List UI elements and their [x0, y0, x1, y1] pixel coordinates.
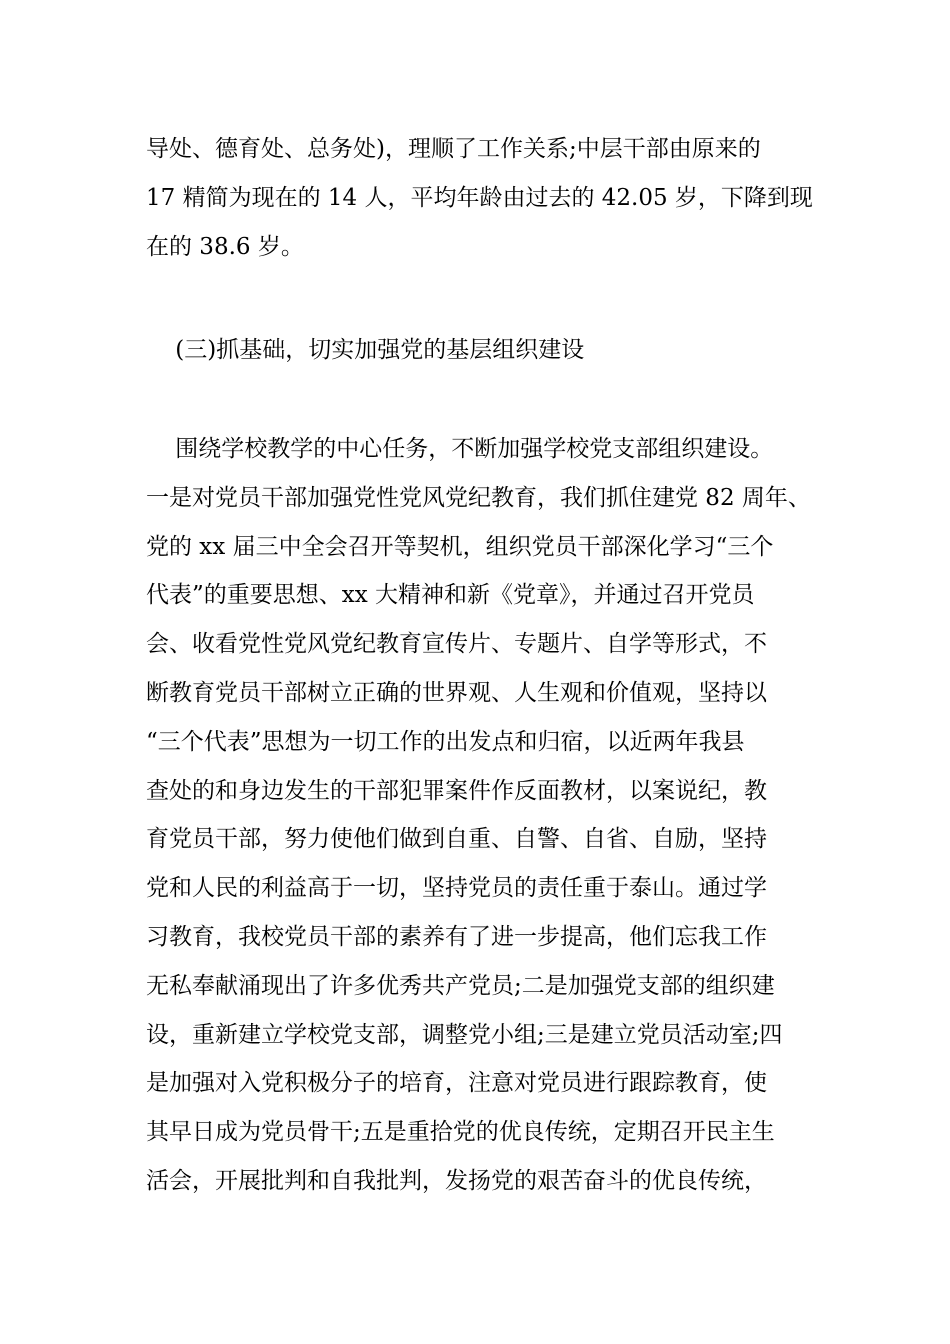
- text-line: 党的 xx 届三中全会召开等契机，组织党员干部深化学习“三个: [146, 533, 774, 560]
- text-line: 设，重新建立学校党支部，调整党小组;三是建立党员活动室;四: [146, 1021, 783, 1048]
- text-line: 查处的和身边发生的干部犯罪案件作反面教材，以案说纪，教: [146, 777, 767, 804]
- text-line: 导处、德育处、总务处)，理顺了工作关系;中层干部由原来的: [146, 136, 761, 162]
- text-line: 在的 38.6 岁。: [146, 233, 304, 260]
- paragraph-cadre-restructuring: [146, 125, 836, 271]
- section-heading-text: (三)抓基础，切实加强党的基层组织建设: [146, 337, 585, 363]
- text-line: 无私奉献涌现出了许多优秀共产党员;二是加强党支部的组织建: [146, 972, 775, 999]
- paragraph-party-building: [146, 425, 836, 1206]
- text-line: 育党员干部，努力使他们做到自重、自警、自省、自励，坚持: [146, 826, 767, 853]
- text-line: 17 精简为现在的 14 人，平均年龄由过去的 42.05 岁，下降到现: [146, 184, 813, 211]
- text-line: 会、收看党性党风党纪教育宣传片、专题片、自学等形式，不: [146, 631, 767, 658]
- text-line: 其早日成为党员骨干;五是重拾党的优良传统，定期召开民主生: [146, 1119, 775, 1146]
- text-line: 习教育，我校党员干部的素养有了进一步提高，他们忘我工作: [146, 923, 767, 950]
- text-line: 活会，开展批判和自我批判，发扬党的艰苦奋斗的优良传统，: [146, 1167, 767, 1194]
- text-line: 是加强对入党积极分子的培育，注意对党员进行跟踪教育，使: [146, 1070, 767, 1097]
- section-heading: [146, 326, 836, 375]
- text-line: 党和人民的利益高于一切，坚持党员的责任重于泰山。通过学: [146, 875, 767, 902]
- text-line: 围绕学校教学的中心任务，不断加强学校党支部组织建设。: [146, 436, 774, 462]
- text-line: 一是对党员干部加强党性党风党纪教育，我们抓住建党 82 周年、: [146, 484, 811, 511]
- text-line: 代表”的重要思想、xx 大精神和新《党章》，并通过召开党员: [146, 582, 755, 609]
- text-line: “三个代表”思想为一切工作的出发点和归宿，以近两年我县: [146, 728, 745, 755]
- text-line: 断教育党员干部树立正确的世界观、人生观和价值观，坚持以: [146, 679, 767, 706]
